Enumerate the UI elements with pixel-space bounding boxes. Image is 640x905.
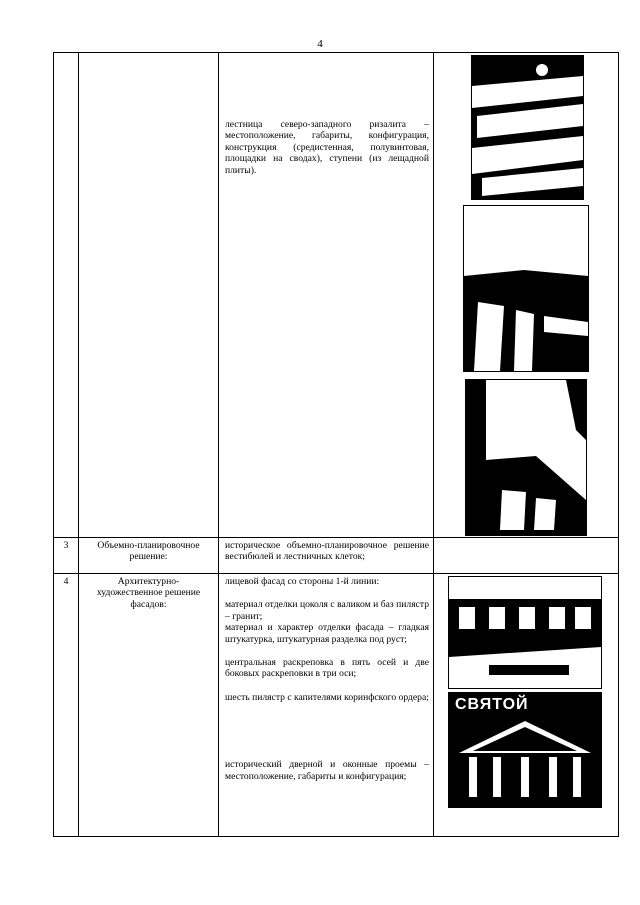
description-paragraph: лицевой фасад со стороны 1-й линии: [225, 576, 380, 587]
row-description [219, 538, 434, 574]
row-description [219, 53, 434, 538]
table-row [54, 574, 619, 837]
table-row [54, 538, 619, 574]
photo-cell [434, 574, 619, 837]
description-paragraph: шесть пилястр с капителями коринфского ордера; [225, 691, 429, 703]
row-name: Архитектурно-художественное решение фасадов: [79, 574, 219, 837]
row-name: Объемно-планировочное решение: [79, 538, 219, 574]
page-number: 4 [317, 38, 323, 50]
staircase-photo-1 [471, 55, 584, 200]
description-paragraph: материал и характер отделки фасада – гладкая штукатурка, штукатурная разделка под руст; [225, 622, 429, 645]
row-description [219, 574, 434, 837]
staircase-photo-2 [463, 205, 589, 372]
facade-photo-2 [448, 692, 602, 808]
description-paragraph: исторический дверной и оконные проемы – местоположение, габариты и конфигурация; [225, 759, 429, 782]
photo-cell [434, 53, 619, 538]
shop-sign [455, 696, 529, 714]
row-number: 3 [54, 538, 79, 574]
description-paragraph: историческое объемно-планировочное решение вестибюлей и лестничных клеток; [225, 540, 429, 563]
row-number: 4 [54, 574, 79, 837]
staircase-photo-3 [465, 379, 587, 536]
object-table [53, 52, 619, 837]
photo-cell [434, 538, 619, 574]
facade-photo-1 [448, 576, 602, 689]
row-number [54, 53, 79, 538]
description-paragraph: лестница северо-западного ризалита – местоположение, габариты, конфигурация, конструкция (средистенная, полувинтовая, площадки на сводах), ступени (из лещадной плиты). [225, 119, 429, 176]
row-name [79, 53, 219, 538]
description-paragraph: материал отделки цоколя с валиком и баз пилястр – гранит; [225, 599, 429, 622]
description-paragraph: центральная раскреповка в пять осей и две боковых раскреповки в три оси; [225, 657, 429, 680]
table-row [54, 53, 619, 538]
shop-sign-text: СВЯТОЙ [455, 696, 529, 713]
